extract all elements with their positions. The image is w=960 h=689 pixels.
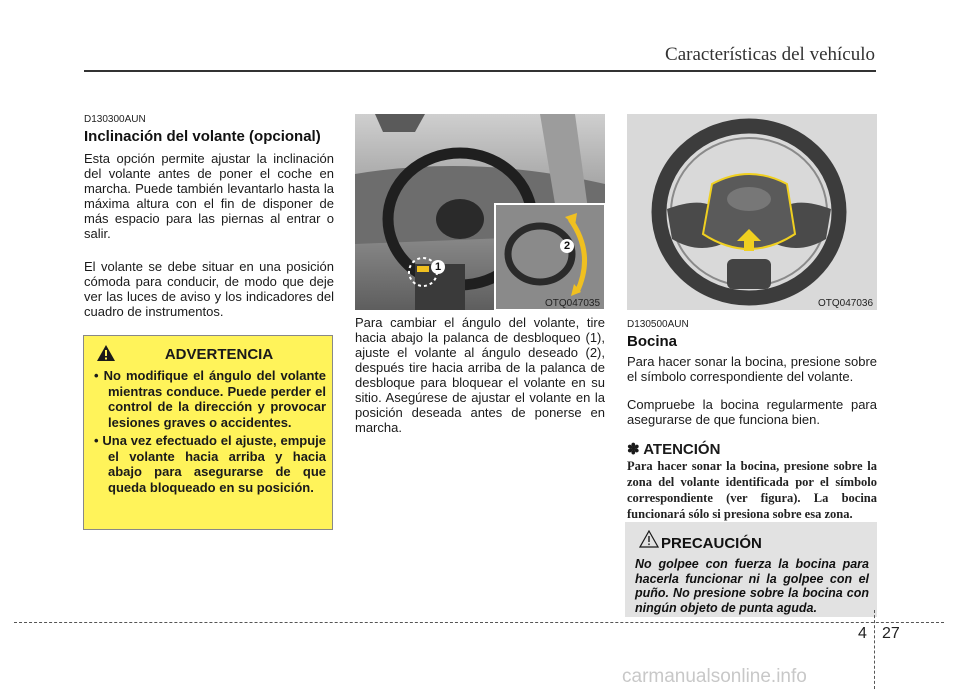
section-code: D130500AUN bbox=[627, 319, 689, 330]
chapter-number: 4 bbox=[858, 625, 867, 642]
footer-divider bbox=[874, 610, 875, 689]
warning-box bbox=[83, 335, 333, 530]
paragraph: Esta opción permite ajustar la inclinación del volante antes de poner el coche en marcha. Puede también levantarlo hasta la máxima altura con el fin de disponer de más espacio para las piernas al entrar o salir. bbox=[84, 151, 334, 241]
warning-item: • No modifique el ángulo del volante mientras conduce. Puede perder el control de la dirección y provocar lesiones graves o accidentes. bbox=[94, 368, 326, 430]
warning-title: ADVERTENCIA bbox=[164, 346, 274, 363]
paragraph: El volante se debe situar en una posición cómoda para conducir, de modo que deje ver las luces de aviso y los indicadores del cuadro de instrumentos. bbox=[84, 259, 334, 319]
callout-2: 2 bbox=[560, 239, 574, 253]
figure-caption: OTQ047036 bbox=[818, 298, 874, 309]
attention-text: Para hacer sonar la bocina, presione sobre la zona del volante identificada por el símbolo correspondiente (ver figura). La bocina funcionará sólo si presiona sobre esa zona. bbox=[627, 459, 877, 521]
footer-rule bbox=[14, 622, 944, 623]
section-heading: Bocina bbox=[627, 333, 678, 350]
page-header-title: Características del vehículo bbox=[665, 44, 875, 65]
section-code: D130300AUN bbox=[84, 114, 146, 125]
steering-tilt-photo bbox=[355, 114, 605, 310]
steering-wheel-horn-photo bbox=[627, 114, 877, 310]
paragraph: Para hacer sonar la bocina, presione sobre el símbolo correspondiente del volante. bbox=[627, 354, 877, 384]
attention-heading: ✽ ATENCIÓN bbox=[627, 441, 721, 458]
warning-item: • Una vez efectuado el ajuste, empuje el volante hacia arriba y hacia abajo para asegurarse de que queda bloqueado en su posición. bbox=[94, 433, 326, 495]
page-number: 27 bbox=[882, 625, 900, 642]
caution-text: No golpee con fuerza la bocina para hacerla funcionar ni la golpee con el puño. No presione sobre la bocina con ningún objeto de punta aguda. bbox=[635, 557, 869, 615]
figure-caption: OTQ047035 bbox=[545, 298, 601, 309]
header-rule bbox=[84, 70, 876, 72]
paragraph: Compruebe la bocina regularmente para asegurarse de que funciona bien. bbox=[627, 397, 877, 427]
asterisk-icon: ✽ bbox=[627, 441, 640, 458]
watermark: carmanualsonline.info bbox=[622, 666, 807, 687]
callout-1: 1 bbox=[431, 260, 445, 274]
warning-list bbox=[94, 368, 326, 498]
paragraph: Para cambiar el ángulo del volante, tire hacia abajo la palanca de desbloqueo (1), ajuste el volante al ángulo deseado (2), después tire hacia arriba de la palanca de desbloque para bloquear el volante en su sitio. Asegúrese de ajustar el volante en la posición deseada antes de ponerse en marcha. bbox=[355, 315, 605, 435]
caution-triangle-icon bbox=[639, 530, 659, 548]
caution-box bbox=[625, 522, 877, 617]
section-heading: Inclinación del volante (opcional) bbox=[84, 128, 321, 145]
caution-title: PRECAUCIÓN bbox=[661, 535, 762, 552]
